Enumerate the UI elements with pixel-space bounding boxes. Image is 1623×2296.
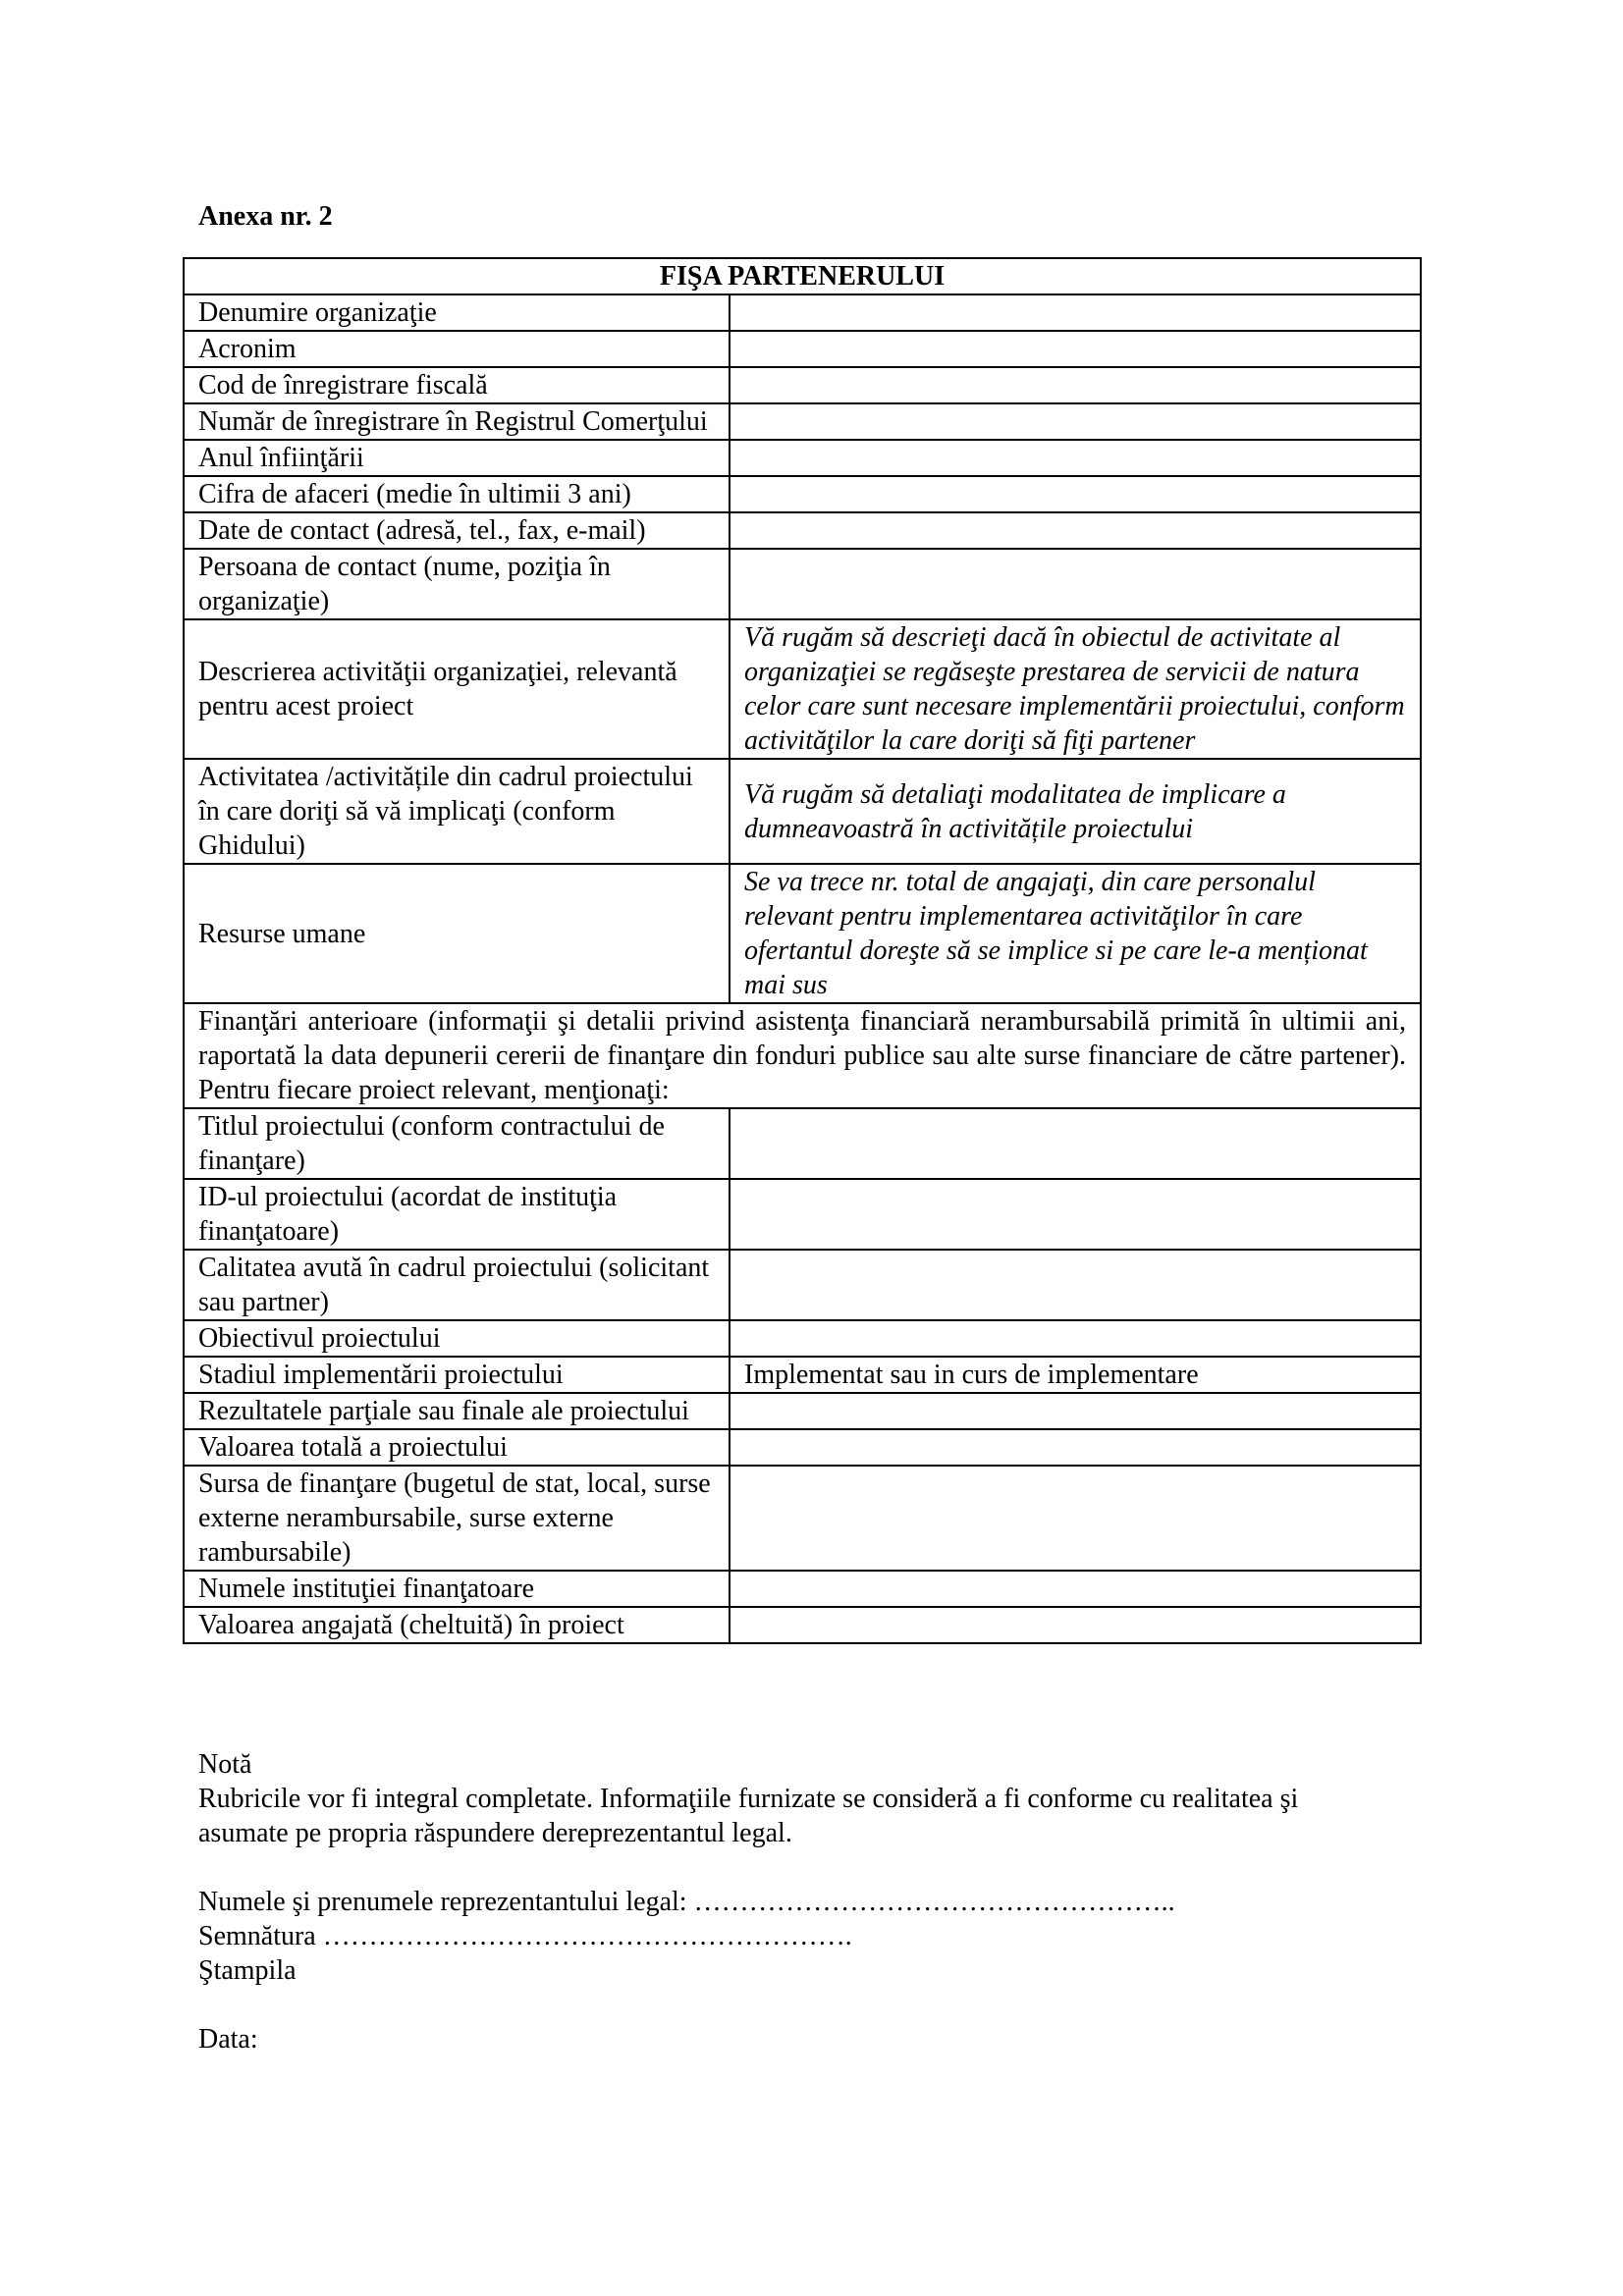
field-label: Acronim: [184, 331, 730, 367]
signature-field: Semnătura ………………………………………………….: [198, 1921, 852, 1951]
table-row: [184, 512, 1421, 549]
field-value[interactable]: [730, 1607, 1421, 1643]
field-label: Valoarea angajată (cheltuită) în proiect: [184, 1607, 730, 1643]
table-row: [184, 367, 1421, 403]
field-value[interactable]: [730, 367, 1421, 403]
field-value[interactable]: Se va trece nr. total de angajaţi, din care personalul relevant pentru implementarea activităţilor în care ofertantul doreşte să se implice si pe care le-a menționat mai sus: [730, 864, 1421, 1003]
annex-title: Anexa nr. 2: [198, 201, 333, 232]
field-label: Titlul proiectului (conform contractului de finanţare): [184, 1108, 730, 1179]
field-value[interactable]: [730, 1393, 1421, 1429]
field-value[interactable]: [730, 1571, 1421, 1607]
field-value[interactable]: [730, 476, 1421, 512]
table-row: [184, 1571, 1421, 1607]
table-row: [184, 1357, 1421, 1393]
field-label: Descrierea activităţii organizaţiei, relevantă pentru acest proiect: [184, 619, 730, 759]
field-value[interactable]: [730, 294, 1421, 331]
field-label: ID-ul proiectului (acordat de instituţia finanţatoare): [184, 1179, 730, 1250]
field-value[interactable]: [730, 1250, 1421, 1320]
partner-form-table: [183, 257, 1422, 1644]
field-value[interactable]: [730, 1429, 1421, 1466]
field-label: Anul înfiinţării: [184, 440, 730, 476]
field-label: Sursa de finanţare (bugetul de stat, local, surse externe nerambursabile, surse externe rambursabile): [184, 1466, 730, 1571]
table-row: [184, 1179, 1421, 1250]
field-value[interactable]: [730, 512, 1421, 549]
field-label: Date de contact (adresă, tel., fax, e-mail): [184, 512, 730, 549]
table-row: [184, 1466, 1421, 1571]
table-row: [184, 1429, 1421, 1466]
field-label: Obiectivul proiectului: [184, 1320, 730, 1357]
table-row: [184, 1108, 1421, 1179]
financing-note-row: [184, 1003, 1421, 1108]
field-label: Numele instituţiei finanţatoare: [184, 1571, 730, 1607]
field-label: Cifra de afaceri (medie în ultimii 3 ani): [184, 476, 730, 512]
field-label: Calitatea avută în cadrul proiectului (solicitant sau partner): [184, 1250, 730, 1320]
field-value[interactable]: [730, 1179, 1421, 1250]
notes-text-line2: asumate pe propria răspundere dereprezentantul legal.: [198, 1818, 792, 1848]
field-value[interactable]: Vă rugăm să descrieţi dacă în obiectul de activitate al organizaţiei se regăseşte prestarea de servicii de natura celor care sunt necesare implementării proiectului, conform activităţilor la care doriţi să fiţi partener: [730, 619, 1421, 759]
table-row: [184, 619, 1421, 759]
legal-representative-field: Numele şi prenumele reprezentantului legal: ……………………………………………..: [198, 1887, 1175, 1917]
table-row: [184, 1250, 1421, 1320]
field-label: Cod de înregistrare fiscală: [184, 367, 730, 403]
table-row: [184, 759, 1421, 864]
field-value[interactable]: [730, 1466, 1421, 1571]
notes-text-line1: Rubricile vor fi integral completate. Informaţiile furnizate se consideră a fi conforme cu realitatea şi: [198, 1784, 1299, 1814]
table-row: [184, 476, 1421, 512]
field-value[interactable]: Vă rugăm să detaliaţi modalitatea de implicare a dumneavoastră în activitățile proiectului: [730, 759, 1421, 864]
field-value[interactable]: [730, 440, 1421, 476]
field-value[interactable]: [730, 331, 1421, 367]
table-row: [184, 294, 1421, 331]
field-label: Resurse umane: [184, 864, 730, 1003]
field-label: Număr de înregistrare în Registrul Comerţului: [184, 403, 730, 440]
table-row: [184, 403, 1421, 440]
field-value[interactable]: Implementat sau in curs de implementare: [730, 1357, 1421, 1393]
field-value[interactable]: [730, 549, 1421, 619]
field-value[interactable]: [730, 403, 1421, 440]
field-label: Rezultatele parţiale sau finale ale proiectului: [184, 1393, 730, 1429]
table-row: [184, 331, 1421, 367]
notes-heading: Notă: [198, 1749, 252, 1780]
field-value[interactable]: [730, 1320, 1421, 1357]
field-value[interactable]: [730, 1108, 1421, 1179]
field-label: Persoana de contact (nume, poziţia în organizaţie): [184, 549, 730, 619]
financing-note: Finanţări anterioare (informaţii şi detalii privind asistenţa financiară nerambursabilă primită în ultimii ani, raportată la data depunerii cererii de finanţare din fonduri publice sau alte surse financiare de către partener). Pentru fiecare proiect relevant, menţionaţi:: [184, 1003, 1421, 1108]
stamp-label: Ştampila: [198, 1955, 297, 1986]
field-label: Denumire organizaţie: [184, 294, 730, 331]
table-row: [184, 440, 1421, 476]
field-label: Valoarea totală a proiectului: [184, 1429, 730, 1466]
date-label: Data:: [198, 2024, 258, 2055]
field-label: Stadiul implementării proiectului: [184, 1357, 730, 1393]
table-row: [184, 1320, 1421, 1357]
notes-section: [198, 1747, 1437, 2056]
field-label: Activitatea /activitățile din cadrul proiectului în care doriţi să vă implicaţi (conform Ghidului): [184, 759, 730, 864]
table-row: [184, 549, 1421, 619]
table-header-row: [184, 258, 1421, 294]
table-row: [184, 864, 1421, 1003]
form-title: FIŞA PARTENERULUI: [184, 258, 1421, 294]
table-row: [184, 1607, 1421, 1643]
table-row: [184, 1393, 1421, 1429]
